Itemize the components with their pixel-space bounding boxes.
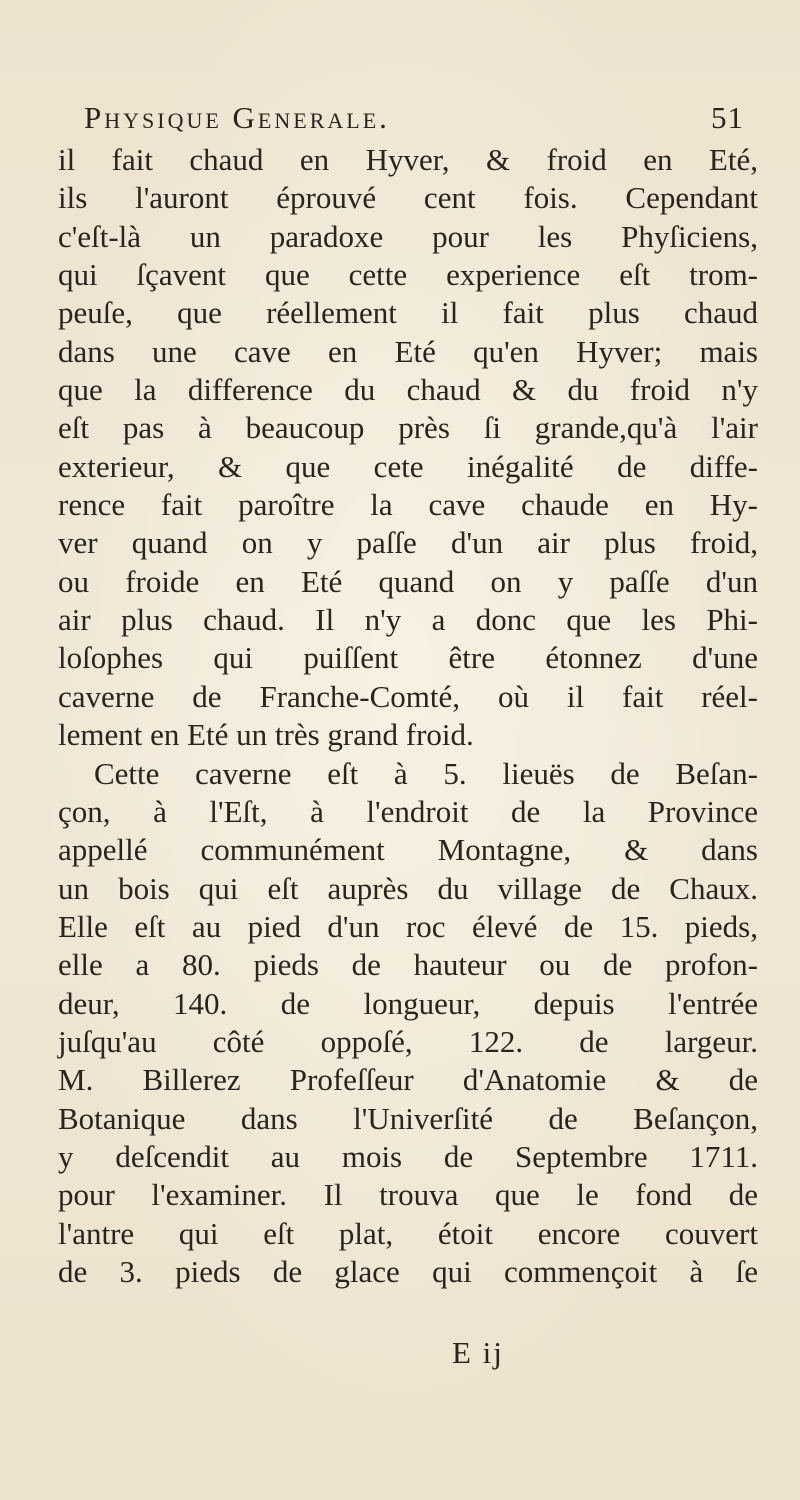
text-line: pour l'examiner. Il trouva que le fond de xyxy=(58,1177,758,1213)
text-line: eſt pas à beaucoup près ſi grande,qu'à l'air xyxy=(58,410,758,446)
text-line: M. Billerez Profeſſeur d'Anatomie & de xyxy=(58,1062,758,1098)
text-line: elle a 80. pieds de hauteur ou de profon- xyxy=(58,947,758,983)
text-line: l'antre qui eſt plat, étoit encore couvert xyxy=(58,1215,758,1251)
text-line: appellé communément Montagne, & dans xyxy=(58,832,758,868)
running-header xyxy=(84,100,744,144)
text-line: c'eſt-là un paradoxe pour les Phyſiciens, xyxy=(58,218,758,254)
text-line: y deſcendit au mois de Septembre 1711. xyxy=(58,1138,758,1174)
body-text xyxy=(58,141,758,1291)
text-line: caverne de Franche-Comté, où il fait réel- xyxy=(58,678,758,714)
text-line: lement en Eté un très grand froid. xyxy=(58,717,474,753)
text-line: loſophes qui puiſſent être étonnez d'une xyxy=(58,640,758,676)
text-line: de 3. pieds de glace qui commençoit à ſe xyxy=(58,1253,758,1289)
page-number: 51 xyxy=(711,100,744,135)
text-line: ver quand on y paſſe d'un air plus froid, xyxy=(58,525,758,561)
text-line: il fait chaud en Hyver, & froid en Eté, xyxy=(58,142,758,177)
text-line: Botanique dans l'Univerſité de Beſançon, xyxy=(58,1100,758,1136)
signature-mark: E ij xyxy=(452,1335,504,1370)
text-line: exterieur, & que cete inégalité de diffe- xyxy=(58,448,758,484)
text-line: un bois qui eſt auprès du village de Chaux. xyxy=(58,870,758,906)
text-line: qui ſçavent que cette experience eſt trom- xyxy=(58,257,758,293)
text-line: rence fait paroître la cave chaude en Hy- xyxy=(58,487,758,523)
running-title: Physique Generale. xyxy=(84,100,390,135)
text-line: dans une cave en Eté qu'en Hyver; mais xyxy=(58,333,758,369)
text-line: deur, 140. de longueur, depuis l'entrée xyxy=(58,985,758,1021)
text-line: Cette caverne eſt à 5. lieuës de Beſan- xyxy=(94,755,758,791)
text-line: Elle eſt au pied d'un roc élevé de 15. pieds, xyxy=(58,908,758,944)
text-line: air plus chaud. Il n'y a donc que les Phi- xyxy=(58,602,758,638)
text-line: peuſe, que réellement il fait plus chaud xyxy=(58,295,758,331)
text-line: çon, à l'Eſt, à l'endroit de la Province xyxy=(58,793,758,829)
text-line: que la difference du chaud & du froid n'y xyxy=(58,372,758,408)
text-line: ou froide en Eté quand on y paſſe d'un xyxy=(58,563,758,599)
text-line: juſqu'au côté oppoſé, 122. de largeur. xyxy=(58,1023,758,1059)
text-line: ils l'auront éprouvé cent fois. Cependant xyxy=(58,180,758,216)
